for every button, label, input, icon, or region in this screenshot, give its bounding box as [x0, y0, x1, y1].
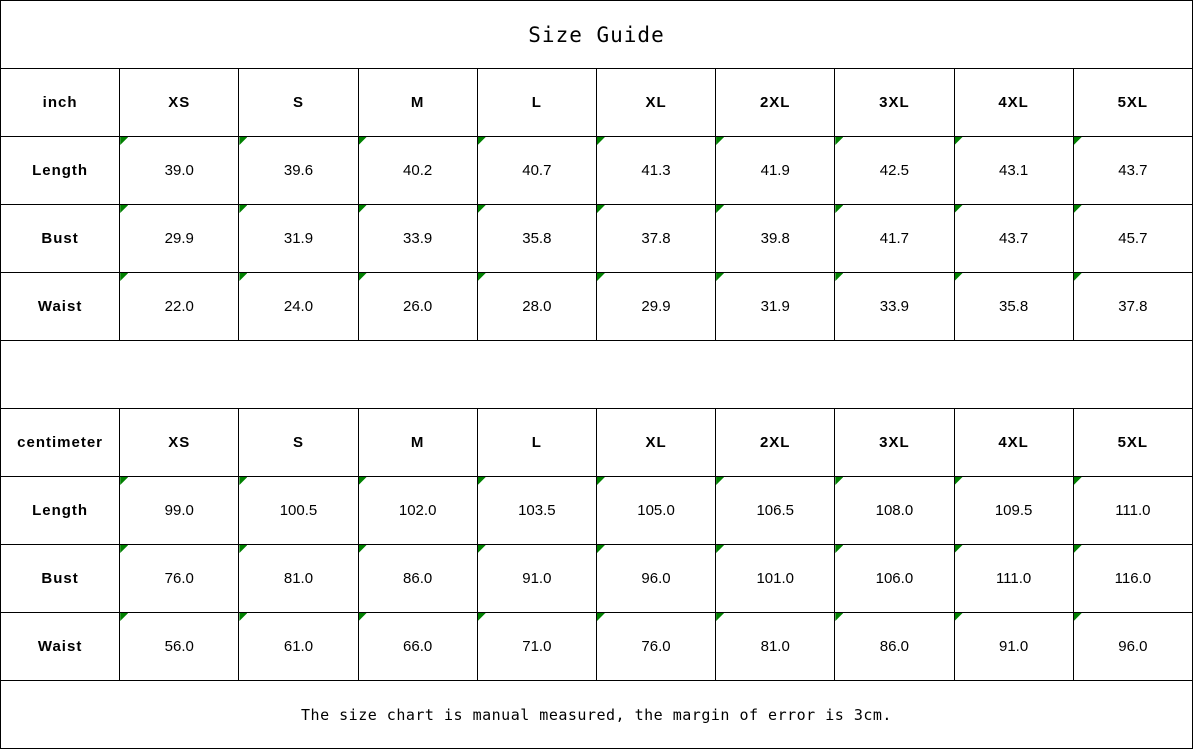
measurement-value: 116.0	[1114, 570, 1152, 587]
cell-corner-marker-icon	[955, 545, 963, 553]
measurement-value-cell	[120, 477, 239, 545]
cell-corner-marker-icon	[1074, 273, 1082, 281]
size-column-header: M	[358, 69, 477, 137]
cell-corner-marker-icon	[239, 613, 247, 621]
measurement-value-cell	[835, 477, 954, 545]
cell-corner-marker-icon	[1074, 137, 1082, 145]
measurement-value: 26.0	[403, 298, 433, 315]
cell-corner-marker-icon	[835, 205, 843, 213]
measurement-row	[1, 273, 1193, 341]
cell-corner-marker-icon	[120, 613, 128, 621]
cell-corner-marker-icon	[597, 613, 605, 621]
cell-corner-marker-icon	[716, 137, 724, 145]
measurement-value-cell	[477, 205, 596, 273]
measurement-label: Bust	[1, 545, 120, 613]
measurement-value-cell	[596, 477, 715, 545]
measurement-value-cell	[954, 205, 1073, 273]
measurement-value: 29.9	[164, 230, 194, 247]
measurement-value: 66.0	[403, 638, 433, 655]
measurement-value: 106.5	[756, 502, 794, 519]
measurement-value-cell	[239, 205, 358, 273]
measurement-label: Waist	[1, 613, 120, 681]
measurement-value-cell	[120, 273, 239, 341]
measurement-value-cell	[477, 545, 596, 613]
cell-corner-marker-icon	[120, 137, 128, 145]
footer-row	[1, 681, 1193, 749]
measurement-value: 42.5	[879, 162, 909, 179]
cell-corner-marker-icon	[239, 273, 247, 281]
measurement-value: 99.0	[164, 502, 194, 519]
measurement-value-cell	[954, 545, 1073, 613]
measurement-value: 37.8	[641, 230, 671, 247]
measurement-value-cell	[835, 613, 954, 681]
measurement-value-cell	[596, 137, 715, 205]
measurement-value: 103.5	[518, 502, 556, 519]
cell-corner-marker-icon	[835, 137, 843, 145]
measurement-value: 81.0	[283, 570, 314, 587]
measurement-value: 91.0	[522, 570, 552, 587]
measurement-value-cell	[716, 613, 835, 681]
cell-corner-marker-icon	[1074, 545, 1082, 553]
measurement-value-cell	[716, 273, 835, 341]
size-column-header: 2XL	[716, 69, 835, 137]
measurement-value-cell	[596, 545, 715, 613]
measurement-value-cell	[358, 273, 477, 341]
cell-corner-marker-icon	[359, 137, 367, 145]
cell-corner-marker-icon	[597, 477, 605, 485]
measurement-row	[1, 613, 1193, 681]
cell-corner-marker-icon	[955, 205, 963, 213]
measurement-value-cell	[1073, 273, 1192, 341]
measurement-value-cell	[596, 205, 715, 273]
cell-corner-marker-icon	[478, 273, 486, 281]
measurement-value-cell	[596, 273, 715, 341]
measurement-value: 111.0	[995, 570, 1032, 587]
measurement-value: 39.8	[760, 230, 790, 247]
cell-corner-marker-icon	[716, 273, 724, 281]
centimeter-table-section	[1, 409, 1193, 681]
measurement-value: 105.0	[637, 502, 675, 519]
measurement-value: 43.1	[998, 162, 1029, 179]
measurement-value: 40.2	[403, 162, 433, 179]
cell-corner-marker-icon	[1074, 205, 1082, 213]
measurement-value: 28.0	[522, 298, 552, 315]
measurement-value: 109.5	[994, 502, 1033, 519]
cell-corner-marker-icon	[955, 477, 963, 485]
measurement-value: 29.9	[641, 298, 671, 315]
measurement-value-cell	[835, 137, 954, 205]
measurement-value-cell	[1073, 545, 1192, 613]
measurement-value-cell	[835, 273, 954, 341]
measurement-value-cell	[358, 205, 477, 273]
size-column-header: 4XL	[954, 409, 1073, 477]
measurement-value-cell	[954, 273, 1073, 341]
measurement-value-cell	[596, 613, 715, 681]
cell-corner-marker-icon	[955, 273, 963, 281]
measurement-value-cell	[716, 205, 835, 273]
measurement-value: 37.8	[1118, 298, 1148, 315]
measurement-value-cell	[954, 137, 1073, 205]
measurement-value-cell	[358, 137, 477, 205]
measurement-value: 101.0	[756, 570, 794, 587]
cell-corner-marker-icon	[716, 613, 724, 621]
measurement-value-cell	[1073, 137, 1192, 205]
measurement-label: Length	[1, 137, 120, 205]
measurement-value-cell	[239, 137, 358, 205]
cell-corner-marker-icon	[239, 477, 247, 485]
size-column-header: XS	[120, 69, 239, 137]
measurement-value: 76.0	[164, 570, 194, 587]
measurement-value: 106.0	[875, 570, 914, 587]
measurement-value-cell	[835, 205, 954, 273]
spacer-row	[1, 341, 1193, 409]
cell-corner-marker-icon	[597, 273, 605, 281]
title-row	[1, 1, 1193, 69]
measurement-value: 76.0	[641, 638, 671, 655]
measurement-value-cell	[120, 545, 239, 613]
cell-corner-marker-icon	[597, 137, 605, 145]
size-column-header: 4XL	[954, 69, 1073, 137]
measurement-value-cell	[1073, 477, 1192, 545]
measurement-value: 108.0	[875, 502, 914, 519]
measurement-value: 39.0	[164, 162, 194, 179]
measurement-value-cell	[716, 477, 835, 545]
measurement-label: Waist	[1, 273, 120, 341]
size-header-row	[1, 69, 1193, 137]
measurement-value: 56.0	[164, 638, 194, 655]
cell-corner-marker-icon	[1074, 477, 1082, 485]
cell-corner-marker-icon	[716, 545, 724, 553]
measurement-value-cell	[477, 477, 596, 545]
measurement-value: 43.7	[1118, 162, 1148, 179]
cell-corner-marker-icon	[597, 205, 605, 213]
measurement-value: 43.7	[998, 230, 1029, 247]
cell-corner-marker-icon	[359, 545, 367, 553]
measurement-value-cell	[477, 137, 596, 205]
cell-corner-marker-icon	[478, 137, 486, 145]
cell-corner-marker-icon	[359, 273, 367, 281]
cell-corner-marker-icon	[835, 273, 843, 281]
footer-note: The size chart is manual measured, the margin of error is 3cm.	[1, 681, 1193, 749]
measurement-value: 96.0	[1118, 638, 1148, 655]
size-column-header: XL	[596, 69, 715, 137]
cell-corner-marker-icon	[478, 545, 486, 553]
measurement-value: 45.7	[1118, 230, 1148, 247]
cell-corner-marker-icon	[716, 205, 724, 213]
cell-corner-marker-icon	[120, 477, 128, 485]
cell-corner-marker-icon	[478, 477, 486, 485]
measurement-value-cell	[120, 137, 239, 205]
measurement-value: 96.0	[641, 570, 671, 587]
measurement-value-cell	[716, 137, 835, 205]
measurement-value: 24.0	[283, 298, 314, 315]
inch-table-section	[1, 69, 1193, 341]
measurement-value: 86.0	[879, 638, 909, 655]
footer-section	[1, 681, 1193, 749]
measurement-value-cell	[716, 545, 835, 613]
measurement-value-cell	[835, 545, 954, 613]
cell-corner-marker-icon	[1074, 613, 1082, 621]
measurement-value-cell	[954, 613, 1073, 681]
cell-corner-marker-icon	[359, 613, 367, 621]
size-header-row	[1, 409, 1193, 477]
unit-label: centimeter	[1, 409, 120, 477]
measurement-value-cell	[477, 273, 596, 341]
measurement-value: 41.7	[879, 230, 909, 247]
cell-corner-marker-icon	[478, 613, 486, 621]
cell-corner-marker-icon	[478, 205, 486, 213]
size-column-header: L	[477, 69, 596, 137]
measurement-value: 111.0	[1115, 502, 1151, 519]
cell-corner-marker-icon	[835, 613, 843, 621]
measurement-value-cell	[239, 613, 358, 681]
cell-corner-marker-icon	[835, 477, 843, 485]
size-column-header: 5XL	[1073, 69, 1192, 137]
measurement-value: 86.0	[403, 570, 433, 587]
size-column-header: S	[239, 409, 358, 477]
measurement-row	[1, 545, 1193, 613]
measurement-value: 33.9	[403, 230, 433, 247]
size-column-header: 3XL	[835, 69, 954, 137]
measurement-value-cell	[239, 273, 358, 341]
measurement-value: 81.0	[760, 638, 790, 655]
measurement-label: Length	[1, 477, 120, 545]
size-column-header: 5XL	[1073, 409, 1192, 477]
measurement-value: 31.9	[283, 230, 314, 247]
spacer-section	[1, 341, 1193, 409]
measurement-value: 35.8	[522, 230, 552, 247]
measurement-value: 41.3	[641, 162, 671, 179]
spacer-cell	[1, 341, 1193, 409]
measurement-value: 39.6	[283, 162, 314, 179]
measurement-value-cell	[358, 613, 477, 681]
measurement-value: 61.0	[283, 638, 314, 655]
measurement-value-cell	[477, 613, 596, 681]
size-column-header: XL	[596, 409, 715, 477]
unit-label: inch	[1, 69, 120, 137]
measurement-value-cell	[120, 205, 239, 273]
size-column-header: 2XL	[716, 409, 835, 477]
size-column-header: L	[477, 409, 596, 477]
measurement-value: 71.0	[522, 638, 552, 655]
title-section	[1, 1, 1193, 69]
size-column-header: XS	[120, 409, 239, 477]
measurement-row	[1, 205, 1193, 273]
measurement-label: Bust	[1, 205, 120, 273]
cell-corner-marker-icon	[239, 545, 247, 553]
measurement-value-cell	[239, 477, 358, 545]
measurement-row	[1, 137, 1193, 205]
cell-corner-marker-icon	[597, 545, 605, 553]
cell-corner-marker-icon	[716, 477, 724, 485]
cell-corner-marker-icon	[359, 477, 367, 485]
measurement-value: 22.0	[164, 298, 194, 315]
cell-corner-marker-icon	[239, 205, 247, 213]
measurement-value: 40.7	[522, 162, 552, 179]
measurement-value: 35.8	[998, 298, 1029, 315]
measurement-value: 100.5	[279, 502, 318, 519]
cell-corner-marker-icon	[359, 205, 367, 213]
measurement-value-cell	[1073, 613, 1192, 681]
measurement-value-cell	[1073, 205, 1192, 273]
measurement-value-cell	[954, 477, 1073, 545]
measurement-value-cell	[239, 545, 358, 613]
measurement-value-cell	[358, 545, 477, 613]
measurement-value: 31.9	[760, 298, 790, 315]
measurement-value-cell	[358, 477, 477, 545]
cell-corner-marker-icon	[955, 137, 963, 145]
cell-corner-marker-icon	[955, 613, 963, 621]
measurement-value: 33.9	[879, 298, 909, 315]
measurement-value: 91.0	[998, 638, 1029, 655]
size-column-header: 3XL	[835, 409, 954, 477]
measurement-value: 41.9	[760, 162, 790, 179]
cell-corner-marker-icon	[120, 273, 128, 281]
cell-corner-marker-icon	[120, 545, 128, 553]
measurement-row	[1, 477, 1193, 545]
measurement-value-cell	[120, 613, 239, 681]
size-column-header: S	[239, 69, 358, 137]
size-column-header: M	[358, 409, 477, 477]
page-title: Size Guide	[1, 1, 1193, 69]
cell-corner-marker-icon	[239, 137, 247, 145]
measurement-value: 102.0	[398, 502, 437, 519]
cell-corner-marker-icon	[835, 545, 843, 553]
cell-corner-marker-icon	[120, 205, 128, 213]
